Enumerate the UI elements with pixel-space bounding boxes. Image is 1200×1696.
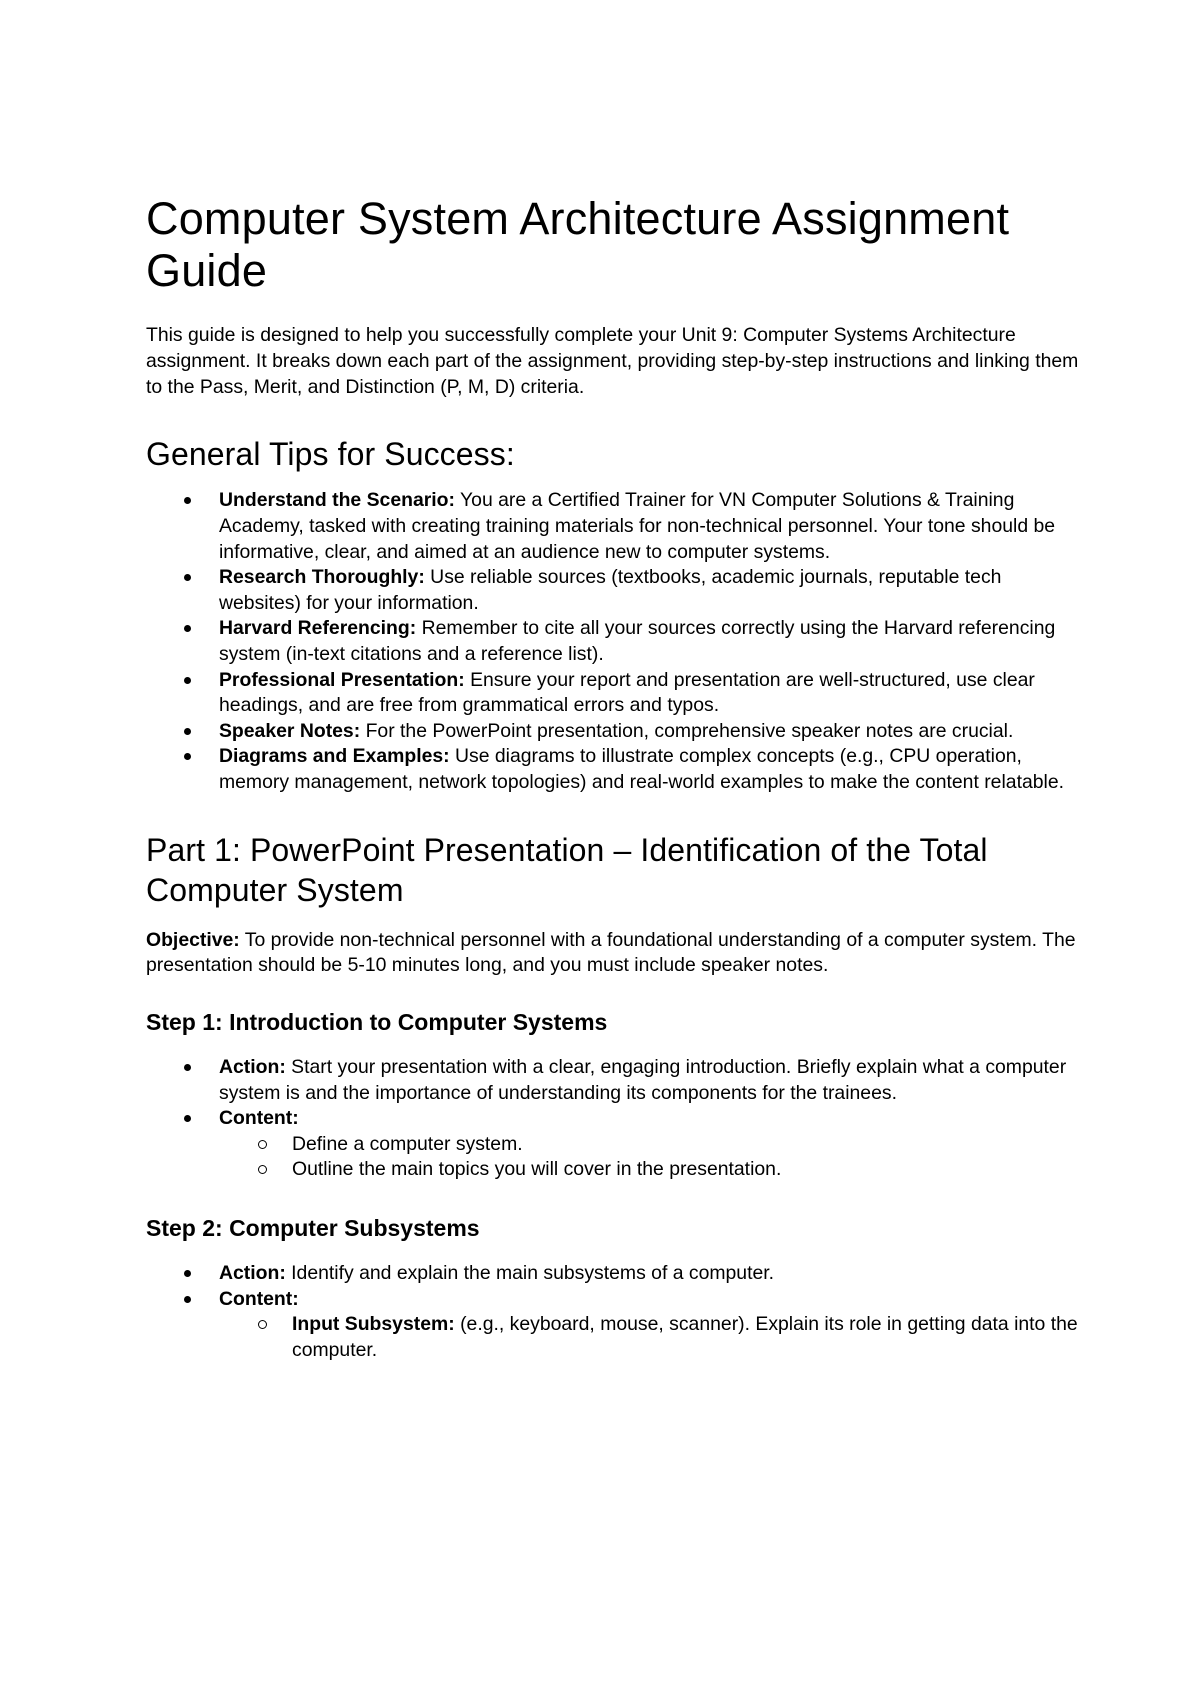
step1-content-item	[146, 1106, 1080, 1183]
tip-item	[146, 565, 1080, 616]
action-label: Action:	[219, 1262, 286, 1285]
content-label: Content:	[219, 1107, 299, 1130]
objective-text: To provide non-technical personnel with a foundational understanding of a computer system. The presentation should be 5-10 minutes long, and you must include speaker notes.	[146, 928, 1076, 977]
step2-content-sublist-wrap	[146, 1312, 1080, 1363]
sub-list-item	[146, 1312, 1080, 1363]
document-title: Computer System Architecture Assignment Guide	[146, 193, 1010, 296]
content-label: Content:	[219, 1287, 299, 1310]
tip-text: Use reliable sources (textbooks, academic journals, reputable tech websites) for your information.	[219, 566, 1002, 614]
part1-heading: Part 1: PowerPoint Presentation – Identification of the Total Computer System	[146, 831, 988, 908]
input-subsystem-label: Input Subsystem:	[292, 1313, 455, 1336]
tips-list	[146, 488, 1080, 795]
step1-content-sublist-wrap	[146, 1132, 1080, 1183]
step1-list	[146, 1055, 1080, 1183]
tip-item	[146, 488, 1080, 565]
tip-label: Research Thoroughly:	[219, 566, 425, 589]
action-text: Identify and explain the main subsystems of a computer.	[285, 1262, 775, 1285]
step1-content-sublist	[146, 1132, 1080, 1183]
step2-content-item	[146, 1287, 1080, 1364]
tip-item	[146, 668, 1080, 719]
action-label: Action:	[219, 1056, 286, 1079]
step2-list	[146, 1261, 1080, 1363]
action-text: Start your presentation with a clear, engaging introduction. Briefly explain what a computer system is and the importance of understanding its components for the trainees.	[219, 1056, 1067, 1104]
step2-content-sublist	[146, 1312, 1080, 1363]
tip-label: Professional Presentation:	[219, 668, 465, 691]
step2-action-item	[146, 1261, 1080, 1287]
step1-action-item	[146, 1055, 1080, 1106]
step2-heading: Step 2: Computer Subsystems	[146, 1215, 480, 1242]
tip-item	[146, 616, 1080, 667]
sub-list-item: Outline the main topics you will cover in the presentation.	[146, 1157, 1080, 1183]
tip-label: Diagrams and Examples:	[219, 745, 450, 768]
objective-paragraph	[146, 928, 1080, 980]
step1-heading: Step 1: Introduction to Computer Systems	[146, 1009, 608, 1036]
tip-label: Harvard Referencing:	[219, 617, 417, 640]
tip-text: Remember to cite all your sources correctly using the Harvard referencing system (in-text citations and a reference list).	[219, 617, 1056, 665]
objective-label: Objective:	[146, 928, 240, 951]
tip-text: Ensure your report and presentation are well-structured, use clear headings, and are free from grammatical errors and typos.	[219, 668, 1035, 717]
tip-text: You are a Certified Trainer for VN Computer Solutions & Training Academy, tasked with creating training materials for non-technical personnel. Your tone should be informative, clear, and aimed at an audience new to computer systems.	[219, 489, 1056, 563]
tip-text: Use diagrams to illustrate complex concepts (e.g., CPU operation, memory management, network topologies) and real-world examples to make the content relatable.	[219, 745, 1064, 793]
tips-heading: General Tips for Success:	[146, 436, 515, 473]
tip-item	[146, 744, 1080, 795]
sub-list-item: Define a computer system.	[146, 1132, 1080, 1158]
tip-text: For the PowerPoint presentation, comprehensive speaker notes are crucial.	[360, 719, 1014, 742]
tip-label: Speaker Notes:	[219, 719, 361, 742]
input-subsystem-text: (e.g., keyboard, mouse, scanner). Explain its role in getting data into the computer.	[292, 1313, 1078, 1361]
tip-item	[146, 719, 1080, 745]
intro-paragraph: This guide is designed to help you successfully complete your Unit 9: Computer Systems Architecture assignment. It breaks down each part of the assignment, providing step-by-step instructions and linking them to the Pass, Merit, and Distinction (P, M, D) criteria.	[146, 324, 1079, 398]
tip-label: Understand the Scenario:	[219, 489, 455, 512]
